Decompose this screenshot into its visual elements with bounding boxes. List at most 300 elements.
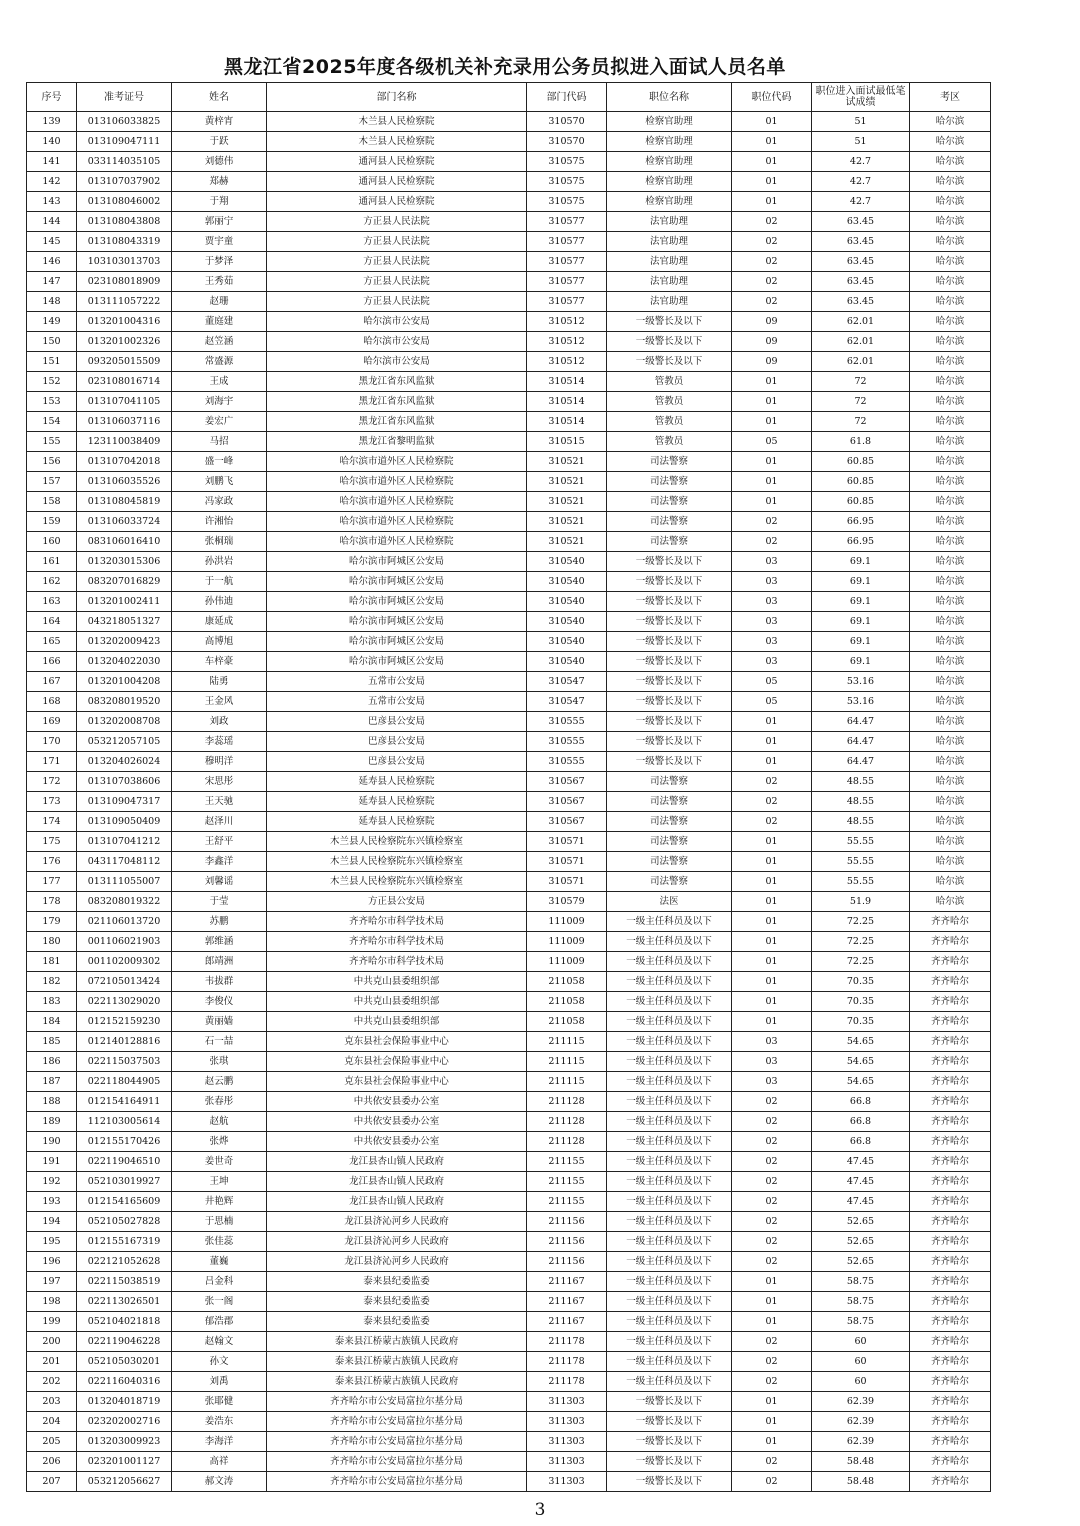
- table-cell: 齐齐哈尔市公安局富拉尔基分局: [267, 1412, 527, 1432]
- table-cell: 姜浩东: [172, 1412, 267, 1432]
- table-cell: 55.55: [812, 852, 910, 872]
- table-cell: 哈尔滨市道外区人民检察院: [267, 532, 527, 552]
- table-cell: 齐齐哈尔: [910, 1072, 991, 1092]
- table-cell: 一级主任科员及以下: [607, 1132, 732, 1152]
- table-cell: 111009: [527, 932, 607, 952]
- table-cell: 方正县人民法院: [267, 232, 527, 252]
- table-cell: 022119046228: [77, 1332, 172, 1352]
- table-cell: 哈尔滨: [910, 552, 991, 572]
- table-cell: 齐齐哈尔市科学技术局: [267, 912, 527, 932]
- table-cell: 083208019322: [77, 892, 172, 912]
- table-cell: 司法警察: [607, 512, 732, 532]
- table-cell: 58.48: [812, 1472, 910, 1492]
- table-cell: 60.85: [812, 452, 910, 472]
- table-cell: 166: [27, 652, 77, 672]
- table-cell: 哈尔滨: [910, 332, 991, 352]
- table-cell: 197: [27, 1272, 77, 1292]
- table-cell: 齐齐哈尔: [910, 1232, 991, 1252]
- table-cell: 龙江县济沁河乡人民政府: [267, 1212, 527, 1232]
- table-cell: 093205015509: [77, 352, 172, 372]
- table-cell: 哈尔滨: [910, 372, 991, 392]
- table-cell: 司法警察: [607, 792, 732, 812]
- table-cell: 李俊仪: [172, 992, 267, 1012]
- table-cell: 62.39: [812, 1412, 910, 1432]
- table-cell: 52.65: [812, 1232, 910, 1252]
- table-cell: 310571: [527, 852, 607, 872]
- table-cell: 张春彤: [172, 1092, 267, 1112]
- table-cell: 001106021903: [77, 932, 172, 952]
- table-cell: 60.85: [812, 492, 910, 512]
- table-cell: 153: [27, 392, 77, 412]
- table-cell: 一级警长及以下: [607, 752, 732, 772]
- table-cell: 一级主任科员及以下: [607, 1192, 732, 1212]
- table-cell: 泰来县江桥蒙古族镇人民政府: [267, 1372, 527, 1392]
- table-cell: 03: [732, 652, 812, 672]
- table-cell: 211155: [527, 1192, 607, 1212]
- table-cell: 宋思彤: [172, 772, 267, 792]
- table-cell: 一级主任科员及以下: [607, 1052, 732, 1072]
- table-cell: 63.45: [812, 292, 910, 312]
- table-cell: 01: [732, 992, 812, 1012]
- table-cell: 齐齐哈尔: [910, 1132, 991, 1152]
- table-cell: 康延成: [172, 612, 267, 632]
- table-cell: 310521: [527, 512, 607, 532]
- table-cell: 013108043319: [77, 232, 172, 252]
- table-cell: 51.9: [812, 892, 910, 912]
- table-cell: 310521: [527, 532, 607, 552]
- table-cell: 哈尔滨: [910, 892, 991, 912]
- table-cell: 159: [27, 512, 77, 532]
- table-cell: 310540: [527, 592, 607, 612]
- table-cell: 211178: [527, 1352, 607, 1372]
- table-cell: 022115038519: [77, 1272, 172, 1292]
- table-cell: 一级主任科员及以下: [607, 1312, 732, 1332]
- table-cell: 司法警察: [607, 812, 732, 832]
- table-cell: 64.47: [812, 732, 910, 752]
- table-cell: 013201002326: [77, 332, 172, 352]
- table-cell: 151: [27, 352, 77, 372]
- table-cell: 72: [812, 412, 910, 432]
- table-cell: 于一航: [172, 572, 267, 592]
- table-cell: 通河县人民检察院: [267, 152, 527, 172]
- table-cell: 013106037116: [77, 412, 172, 432]
- table-cell: 黄梓宵: [172, 112, 267, 132]
- table-cell: 刘海宇: [172, 392, 267, 412]
- table-row: [27, 1272, 991, 1292]
- table-cell: 311303: [527, 1432, 607, 1452]
- table-row: [27, 1332, 991, 1352]
- table-cell: 一级主任科员及以下: [607, 1352, 732, 1372]
- table-cell: 310567: [527, 792, 607, 812]
- table-row: [27, 972, 991, 992]
- table-cell: 刘禹: [172, 1372, 267, 1392]
- table-cell: 170: [27, 732, 77, 752]
- table-cell: 吕金科: [172, 1272, 267, 1292]
- table-cell: 检察官助理: [607, 152, 732, 172]
- table-cell: 李蕊瑶: [172, 732, 267, 752]
- table-cell: 022115037503: [77, 1052, 172, 1072]
- table-cell: 013106033825: [77, 112, 172, 132]
- table-cell: 王成: [172, 372, 267, 392]
- table-cell: 司法警察: [607, 472, 732, 492]
- table-cell: 黑龙江省东风监狱: [267, 372, 527, 392]
- table-cell: 齐齐哈尔: [910, 1272, 991, 1292]
- table-cell: 齐齐哈尔: [910, 992, 991, 1012]
- table-cell: 189: [27, 1112, 77, 1132]
- table-cell: 哈尔滨市公安局: [267, 332, 527, 352]
- table-cell: 齐齐哈尔: [910, 972, 991, 992]
- table-cell: 中共克山县委组织部: [267, 972, 527, 992]
- table-cell: 哈尔滨市道外区人民检察院: [267, 492, 527, 512]
- table-cell: 205: [27, 1432, 77, 1452]
- table-cell: 42.7: [812, 152, 910, 172]
- table-cell: 中共依安县委办公室: [267, 1112, 527, 1132]
- table-row: [27, 1212, 991, 1232]
- table-cell: 李海洋: [172, 1432, 267, 1452]
- table-cell: 012152159230: [77, 1012, 172, 1032]
- table-cell: 齐齐哈尔: [910, 1392, 991, 1412]
- table-cell: 70.35: [812, 972, 910, 992]
- table-cell: 02: [732, 1112, 812, 1132]
- table-cell: 310521: [527, 492, 607, 512]
- table-cell: 哈尔滨: [910, 492, 991, 512]
- table-cell: 赵泽川: [172, 812, 267, 832]
- table-cell: 泰来县江桥蒙古族镇人民政府: [267, 1352, 527, 1372]
- table-cell: 02: [732, 292, 812, 312]
- table-cell: 郎靖洲: [172, 952, 267, 972]
- table-cell: 013203009923: [77, 1432, 172, 1452]
- table-cell: 02: [732, 232, 812, 252]
- table-cell: 175: [27, 832, 77, 852]
- table-row: [27, 652, 991, 672]
- table-cell: 齐齐哈尔: [910, 1212, 991, 1232]
- table-cell: 哈尔滨: [910, 572, 991, 592]
- table-cell: 62.01: [812, 312, 910, 332]
- table-cell: 69.1: [812, 652, 910, 672]
- table-cell: 于思楠: [172, 1212, 267, 1232]
- table-row: [27, 372, 991, 392]
- table-cell: 001102009302: [77, 952, 172, 972]
- table-cell: 孙文: [172, 1352, 267, 1372]
- table-cell: 169: [27, 712, 77, 732]
- table-cell: 185: [27, 1032, 77, 1052]
- table-cell: 021106013720: [77, 912, 172, 932]
- table-cell: 司法警察: [607, 532, 732, 552]
- table-cell: 哈尔滨: [910, 172, 991, 192]
- table-cell: 五常市公安局: [267, 692, 527, 712]
- table-cell: 司法警察: [607, 492, 732, 512]
- table-row: [27, 392, 991, 412]
- table-cell: 052104021818: [77, 1312, 172, 1332]
- table-cell: 310577: [527, 232, 607, 252]
- table-cell: 01: [732, 732, 812, 752]
- table-cell: 61.8: [812, 432, 910, 452]
- table-cell: 齐齐哈尔: [910, 1352, 991, 1372]
- table-cell: 01: [732, 832, 812, 852]
- table-cell: 哈尔滨: [910, 732, 991, 752]
- table-cell: 01: [732, 452, 812, 472]
- table-cell: 赵航: [172, 1112, 267, 1132]
- table-cell: 哈尔滨市道外区人民检察院: [267, 512, 527, 532]
- table-cell: 一级主任科员及以下: [607, 1172, 732, 1192]
- table-cell: 司法警察: [607, 832, 732, 852]
- table-cell: 一级警长及以下: [607, 1452, 732, 1472]
- table-cell: 一级主任科员及以下: [607, 1072, 732, 1092]
- table-cell: 齐齐哈尔市科学技术局: [267, 952, 527, 972]
- table-row: [27, 792, 991, 812]
- table-cell: 194: [27, 1212, 77, 1232]
- table-cell: 张耶健: [172, 1392, 267, 1412]
- table-cell: 01: [732, 372, 812, 392]
- table-row: [27, 1092, 991, 1112]
- table-cell: 02: [732, 1472, 812, 1492]
- table-cell: 井艳辉: [172, 1192, 267, 1212]
- table-cell: 51: [812, 132, 910, 152]
- table-cell: 310577: [527, 252, 607, 272]
- table-cell: 310555: [527, 752, 607, 772]
- table-cell: 053212056627: [77, 1472, 172, 1492]
- table-cell: 03: [732, 1032, 812, 1052]
- table-cell: 112103005614: [77, 1112, 172, 1132]
- table-cell: 211115: [527, 1052, 607, 1072]
- table-cell: 刘鹏飞: [172, 472, 267, 492]
- table-cell: 01: [732, 152, 812, 172]
- table-row: [27, 252, 991, 272]
- table-cell: 013107041212: [77, 832, 172, 852]
- table-row: [27, 1112, 991, 1132]
- table-cell: 013201002411: [77, 592, 172, 612]
- table-cell: 311303: [527, 1452, 607, 1472]
- table-cell: 141: [27, 152, 77, 172]
- table-row: [27, 632, 991, 652]
- table-cell: 012155170426: [77, 1132, 172, 1152]
- table-cell: 013108043808: [77, 212, 172, 232]
- table-cell: 齐齐哈尔市科学技术局: [267, 932, 527, 952]
- table-cell: 310512: [527, 312, 607, 332]
- table-cell: 方正县公安局: [267, 892, 527, 912]
- table-cell: 哈尔滨: [910, 532, 991, 552]
- table-cell: 检察官助理: [607, 192, 732, 212]
- table-cell: 013202008708: [77, 712, 172, 732]
- table-cell: 穆明洋: [172, 752, 267, 772]
- table-cell: 310521: [527, 472, 607, 492]
- table-cell: 齐齐哈尔: [910, 1052, 991, 1072]
- table-cell: 55.55: [812, 832, 910, 852]
- table-cell: 043218051327: [77, 612, 172, 632]
- table-cell: 022113026501: [77, 1292, 172, 1312]
- table-cell: 韦拔群: [172, 972, 267, 992]
- table-cell: 310571: [527, 872, 607, 892]
- table-cell: 01: [732, 172, 812, 192]
- table-cell: 013201004208: [77, 672, 172, 692]
- table-cell: 181: [27, 952, 77, 972]
- table-cell: 哈尔滨: [910, 412, 991, 432]
- table-cell: 53.16: [812, 692, 910, 712]
- table-cell: 张烨: [172, 1132, 267, 1152]
- table-cell: 刘政: [172, 712, 267, 732]
- table-cell: 李鑫洋: [172, 852, 267, 872]
- table-cell: 02: [732, 1332, 812, 1352]
- table-cell: 一级警长及以下: [607, 572, 732, 592]
- table-cell: 54.65: [812, 1032, 910, 1052]
- table-cell: 齐齐哈尔: [910, 1432, 991, 1452]
- table-cell: 中共克山县委组织部: [267, 992, 527, 1012]
- table-row: [27, 692, 991, 712]
- table-cell: 211128: [527, 1132, 607, 1152]
- table-cell: 陆勇: [172, 672, 267, 692]
- table-cell: 齐齐哈尔: [910, 1312, 991, 1332]
- table-row: [27, 452, 991, 472]
- table-cell: 310540: [527, 632, 607, 652]
- table-cell: 于跃: [172, 132, 267, 152]
- table-cell: 司法警察: [607, 772, 732, 792]
- table-cell: 022118044905: [77, 1072, 172, 1092]
- table-cell: 55.55: [812, 872, 910, 892]
- table-cell: 140: [27, 132, 77, 152]
- table-cell: 01: [732, 1012, 812, 1032]
- table-cell: 310575: [527, 192, 607, 212]
- table-cell: 检察官助理: [607, 132, 732, 152]
- table-cell: 171: [27, 752, 77, 772]
- table-cell: 01: [732, 472, 812, 492]
- table-cell: 013204018719: [77, 1392, 172, 1412]
- table-cell: 哈尔滨: [910, 812, 991, 832]
- table-row: [27, 992, 991, 1012]
- table-cell: 姜世奇: [172, 1152, 267, 1172]
- table-cell: 哈尔滨: [910, 672, 991, 692]
- table-cell: 013106033724: [77, 512, 172, 532]
- table-cell: 310547: [527, 692, 607, 712]
- table-cell: 64.47: [812, 752, 910, 772]
- table-cell: 083106016410: [77, 532, 172, 552]
- table-row: [27, 132, 991, 152]
- table-cell: 211155: [527, 1172, 607, 1192]
- table-cell: 69.1: [812, 552, 910, 572]
- table-cell: 齐齐哈尔: [910, 1292, 991, 1312]
- table-cell: 法官助理: [607, 232, 732, 252]
- table-cell: 05: [732, 432, 812, 452]
- table-cell: 哈尔滨: [910, 772, 991, 792]
- page-title: 黑龙江省2025年度各级机关补充录用公务员拟进入面试人员名单: [224, 56, 786, 78]
- table-cell: 145: [27, 232, 77, 252]
- table-cell: 211167: [527, 1272, 607, 1292]
- table-cell: 164: [27, 612, 77, 632]
- table-cell: 023201001127: [77, 1452, 172, 1472]
- table-cell: 一级警长及以下: [607, 552, 732, 572]
- table-cell: 齐齐哈尔: [910, 1112, 991, 1132]
- table-cell: 310512: [527, 352, 607, 372]
- table-cell: 211167: [527, 1292, 607, 1312]
- table-row: [27, 852, 991, 872]
- table-cell: 70.35: [812, 992, 910, 1012]
- table-row: [27, 1452, 991, 1472]
- table-cell: 48.55: [812, 792, 910, 812]
- table-row: [27, 532, 991, 552]
- table-cell: 哈尔滨: [910, 612, 991, 632]
- table-cell: 02: [732, 1152, 812, 1172]
- table-cell: 哈尔滨市阿城区公安局: [267, 612, 527, 632]
- table-cell: 一级主任科员及以下: [607, 932, 732, 952]
- table-cell: 方正县人民法院: [267, 212, 527, 232]
- table-cell: 310514: [527, 372, 607, 392]
- table-row: [27, 1252, 991, 1272]
- table-cell: 王舒平: [172, 832, 267, 852]
- table-cell: 47.45: [812, 1172, 910, 1192]
- table-row: [27, 1232, 991, 1252]
- table-cell: 哈尔滨: [910, 132, 991, 152]
- table-cell: 02: [732, 532, 812, 552]
- table-cell: 泰来县纪委监委: [267, 1272, 527, 1292]
- table-cell: 63.45: [812, 272, 910, 292]
- table-cell: 012140128816: [77, 1032, 172, 1052]
- table-row: [27, 1012, 991, 1032]
- table-cell: 022119046510: [77, 1152, 172, 1172]
- table-cell: 207: [27, 1472, 77, 1492]
- table-cell: 黑龙江省黎明监狱: [267, 432, 527, 452]
- table-cell: 检察官助理: [607, 112, 732, 132]
- table-cell: 木兰县人民检察院: [267, 112, 527, 132]
- table-cell: 姜宏广: [172, 412, 267, 432]
- table-cell: 02: [732, 1352, 812, 1372]
- table-cell: 刘德伟: [172, 152, 267, 172]
- table-cell: 一级警长及以下: [607, 352, 732, 372]
- table-cell: 146: [27, 252, 77, 272]
- table-cell: 齐齐哈尔: [910, 1412, 991, 1432]
- table-cell: 齐齐哈尔市公安局富拉尔基分局: [267, 1432, 527, 1452]
- table-row: [27, 152, 991, 172]
- table-cell: 法官助理: [607, 212, 732, 232]
- table-cell: 47.45: [812, 1192, 910, 1212]
- table-cell: 01: [732, 972, 812, 992]
- table-cell: 52.65: [812, 1252, 910, 1272]
- table-cell: 哈尔滨: [910, 212, 991, 232]
- table-cell: 张琪: [172, 1052, 267, 1072]
- table-cell: 206: [27, 1452, 77, 1472]
- table-cell: 195: [27, 1232, 77, 1252]
- table-cell: 203: [27, 1392, 77, 1412]
- table-cell: 204: [27, 1412, 77, 1432]
- table-cell: 149: [27, 312, 77, 332]
- table-cell: 163: [27, 592, 77, 612]
- table-cell: 211156: [527, 1232, 607, 1252]
- table-row: [27, 552, 991, 572]
- table-row: [27, 672, 991, 692]
- table-cell: 一级警长及以下: [607, 692, 732, 712]
- table-row: [27, 1372, 991, 1392]
- table-cell: 167: [27, 672, 77, 692]
- table-cell: 03: [732, 632, 812, 652]
- table-cell: 211178: [527, 1332, 607, 1352]
- table-cell: 310571: [527, 832, 607, 852]
- table-cell: 62.01: [812, 352, 910, 372]
- table-cell: 202: [27, 1372, 77, 1392]
- table-cell: 052105027828: [77, 1212, 172, 1232]
- table-cell: 191: [27, 1152, 77, 1172]
- table-cell: 一级主任科员及以下: [607, 1152, 732, 1172]
- table-cell: 郑赫: [172, 172, 267, 192]
- table-cell: 01: [732, 132, 812, 152]
- table-cell: 54.65: [812, 1052, 910, 1072]
- table-cell: 052103019927: [77, 1172, 172, 1192]
- table-cell: 一级主任科员及以下: [607, 1232, 732, 1252]
- table-cell: 310540: [527, 652, 607, 672]
- table-cell: 郭丽宁: [172, 212, 267, 232]
- table-cell: 310514: [527, 392, 607, 412]
- table-row: [27, 912, 991, 932]
- table-row: [27, 412, 991, 432]
- table-cell: 58.75: [812, 1312, 910, 1332]
- table-cell: 赵珊: [172, 292, 267, 312]
